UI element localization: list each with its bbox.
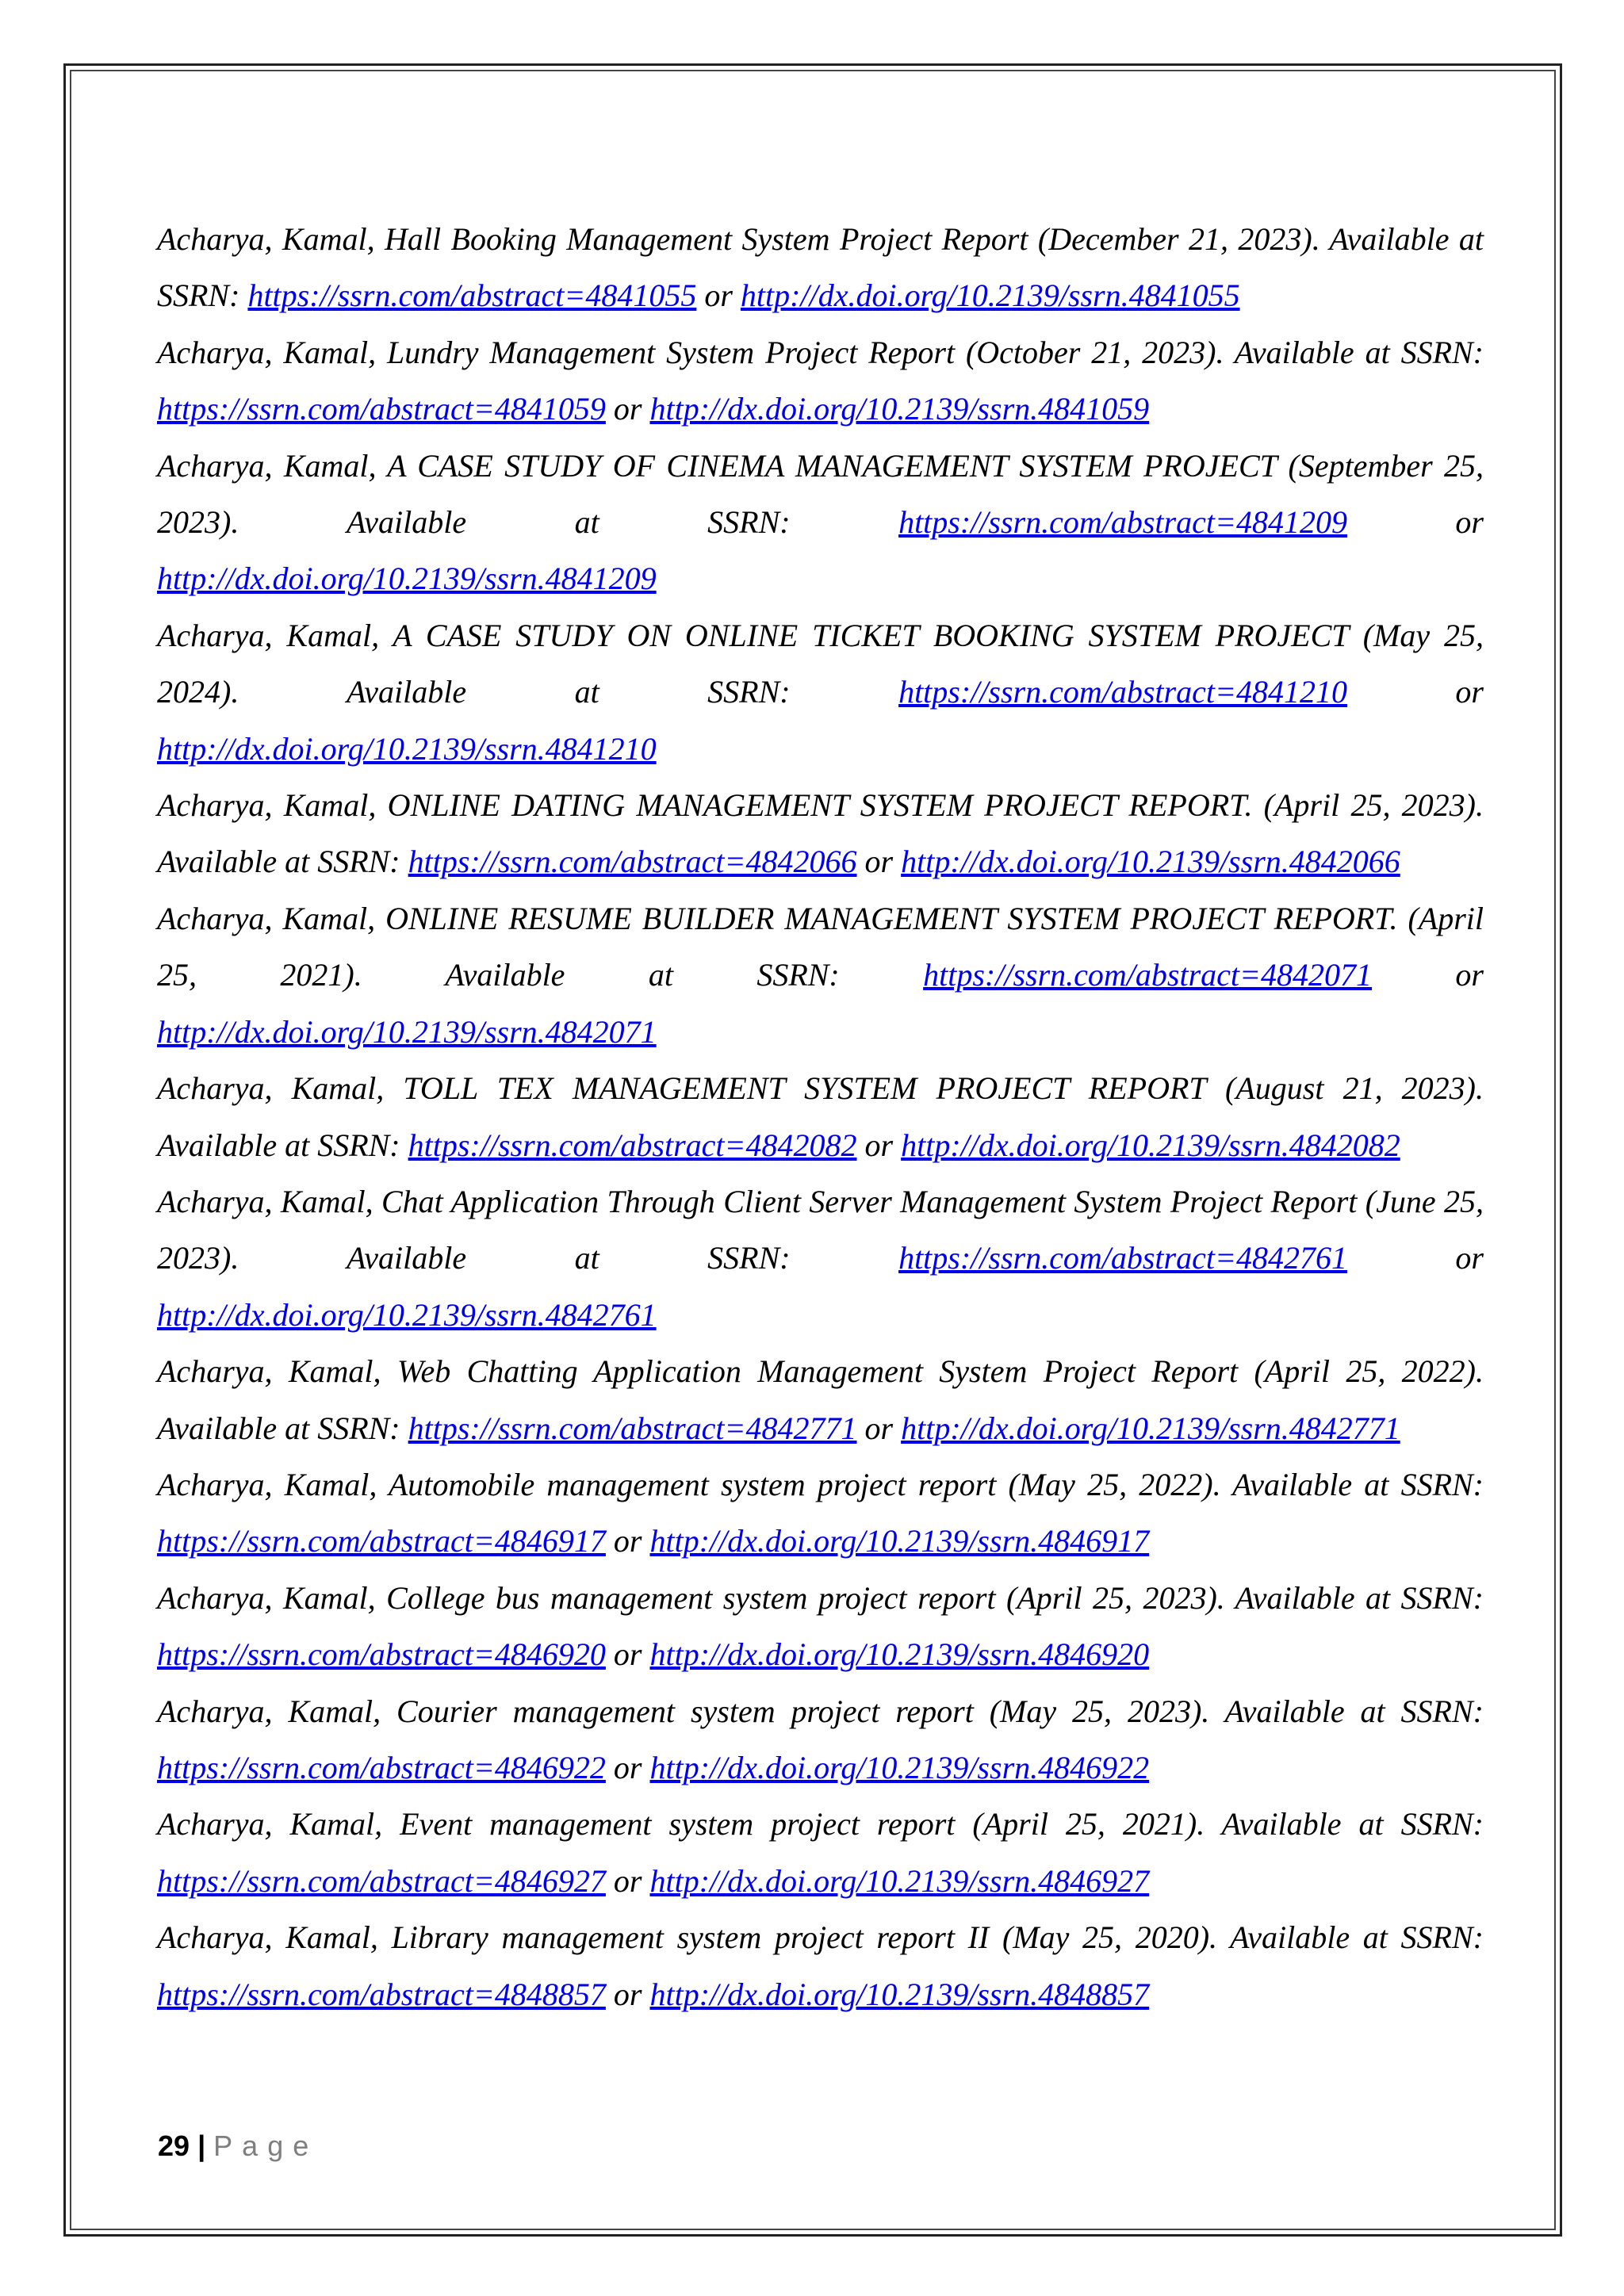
doi-link[interactable]: http://dx.doi.org/10.2139/ssrn.4842771 [901,1410,1400,1446]
reference-text: Acharya, Kamal, Chat Application Through Client Server Management System Project Report (June 25, 2023). Available at SSRN: [157,1183,1484,1276]
reference-text: Acharya, Kamal, Automobile management system project report (May 25, 2022). Available at SSRN: [157,1466,1484,1502]
ssrn-link[interactable]: https://ssrn.com/abstract=4842082 [408,1127,857,1163]
reference-separator: or [605,1636,650,1673]
reference-separator: or [856,1410,902,1446]
doi-link[interactable]: http://dx.doi.org/10.2139/ssrn.4842082 [901,1127,1400,1163]
reference-entry [157,211,1484,324]
ssrn-link[interactable]: https://ssrn.com/abstract=4848857 [157,1976,606,2012]
reference-entry [157,1796,1484,1909]
ssrn-link[interactable]: https://ssrn.com/abstract=4842066 [408,844,857,880]
reference-separator: or [696,277,741,314]
reference-separator: or [605,391,650,427]
doi-link[interactable]: http://dx.doi.org/10.2139/ssrn.4841055 [740,277,1240,314]
doi-link[interactable]: http://dx.doi.org/10.2139/ssrn.4841210 [157,730,657,767]
page-number: 29 [158,2130,190,2162]
reference-separator: or [605,1749,650,1785]
reference-text: Acharya, Kamal, Library management system project report II (May 25, 2020). Available at SSRN: [157,1919,1484,1956]
page-label: Page [213,2130,319,2162]
ssrn-link[interactable]: https://ssrn.com/abstract=4842761 [898,1240,1347,1276]
reference-list [157,211,1484,2022]
reference-text: Acharya, Kamal, Lundry Management System Project Report (October 21, 2023). Available at SSRN: [157,334,1484,370]
ssrn-link[interactable]: https://ssrn.com/abstract=4841209 [898,504,1347,541]
doi-link[interactable]: http://dx.doi.org/10.2139/ssrn.4846922 [649,1749,1150,1785]
ssrn-link[interactable]: https://ssrn.com/abstract=4842071 [923,957,1373,993]
reference-entry [157,1456,1484,1570]
reference-entry [157,438,1484,607]
reference-entry [157,1060,1484,1173]
ssrn-link[interactable]: https://ssrn.com/abstract=4842771 [408,1410,857,1446]
ssrn-link[interactable]: https://ssrn.com/abstract=4841055 [247,277,697,314]
doi-link[interactable]: http://dx.doi.org/10.2139/ssrn.4841059 [649,391,1150,427]
reference-separator: or [856,1127,902,1163]
page-footer [158,2130,318,2163]
reference-separator: or [1346,674,1484,710]
doi-link[interactable]: http://dx.doi.org/10.2139/ssrn.4842071 [157,1013,657,1050]
reference-entry [157,1173,1484,1343]
reference-entry [157,1909,1484,2022]
reference-separator: or [1346,1240,1484,1276]
ssrn-link[interactable]: https://ssrn.com/abstract=4841059 [157,391,606,427]
doi-link[interactable]: http://dx.doi.org/10.2139/ssrn.4846927 [649,1862,1150,1899]
reference-entry [157,607,1484,777]
reference-entry [157,1683,1484,1797]
ssrn-link[interactable]: https://ssrn.com/abstract=4846920 [157,1636,606,1673]
doi-link[interactable]: http://dx.doi.org/10.2139/ssrn.4846917 [649,1523,1150,1559]
reference-separator: or [1346,504,1484,541]
doi-link[interactable]: http://dx.doi.org/10.2139/ssrn.4842066 [901,844,1400,880]
reference-text: Acharya, Kamal, ONLINE DATING MANAGEMENT SYSTEM PROJECT REPORT. (April 25, 2023). Available at SSRN: [157,787,1484,880]
reference-text: Acharya, Kamal, ONLINE RESUME BUILDER MANAGEMENT SYSTEM PROJECT REPORT. (April 25, 2021). Available at SSRN: [157,900,1484,993]
reference-text: Acharya, Kamal, Hall Booking Management System Project Report (December 21, 2023). Available at SSRN: [157,221,1484,314]
ssrn-link[interactable]: https://ssrn.com/abstract=4846927 [157,1862,606,1899]
reference-text: Acharya, Kamal, TOLL TEX MANAGEMENT SYSTEM PROJECT REPORT (August 21, 2023). Available at SSRN: [157,1070,1484,1163]
reference-entry [157,1570,1484,1683]
doi-link[interactable]: http://dx.doi.org/10.2139/ssrn.4841209 [157,561,657,597]
reference-entry [157,1343,1484,1456]
reference-separator: or [605,1976,650,2012]
reference-text: Acharya, Kamal, A CASE STUDY OF CINEMA MANAGEMENT SYSTEM PROJECT (September 25, 2023). Available at SSRN: [157,447,1484,541]
reference-text: Acharya, Kamal, Courier management system project report (May 25, 2023). Available at SSRN: [157,1693,1484,1729]
reference-text: Acharya, Kamal, Web Chatting Application Management System Project Report (April 25, 2022). Available at SSRN: [157,1353,1484,1446]
reference-separator: or [605,1523,650,1559]
ssrn-link[interactable]: https://ssrn.com/abstract=4846917 [157,1523,606,1559]
ssrn-link[interactable]: https://ssrn.com/abstract=4846922 [157,1749,606,1785]
doi-link[interactable]: http://dx.doi.org/10.2139/ssrn.4848857 [649,1976,1150,2012]
doi-link[interactable]: http://dx.doi.org/10.2139/ssrn.4842761 [157,1296,657,1333]
reference-text: Acharya, Kamal, Event management system project report (April 25, 2021). Available at SSRN: [157,1806,1484,1843]
reference-separator: or [856,844,902,880]
reference-entry [157,890,1484,1060]
doi-link[interactable]: http://dx.doi.org/10.2139/ssrn.4846920 [649,1636,1150,1673]
reference-text: Acharya, Kamal, A CASE STUDY ON ONLINE TICKET BOOKING SYSTEM PROJECT (May 25, 2024). Available at SSRN: [157,617,1484,710]
ssrn-link[interactable]: https://ssrn.com/abstract=4841210 [898,674,1347,710]
reference-entry [157,324,1484,438]
footer-separator: | [197,2130,206,2162]
reference-text: Acharya, Kamal, College bus management system project report (April 25, 2023). Available at SSRN: [157,1579,1484,1616]
reference-separator: or [1372,957,1484,993]
reference-entry [157,777,1484,890]
reference-separator: or [605,1862,650,1899]
